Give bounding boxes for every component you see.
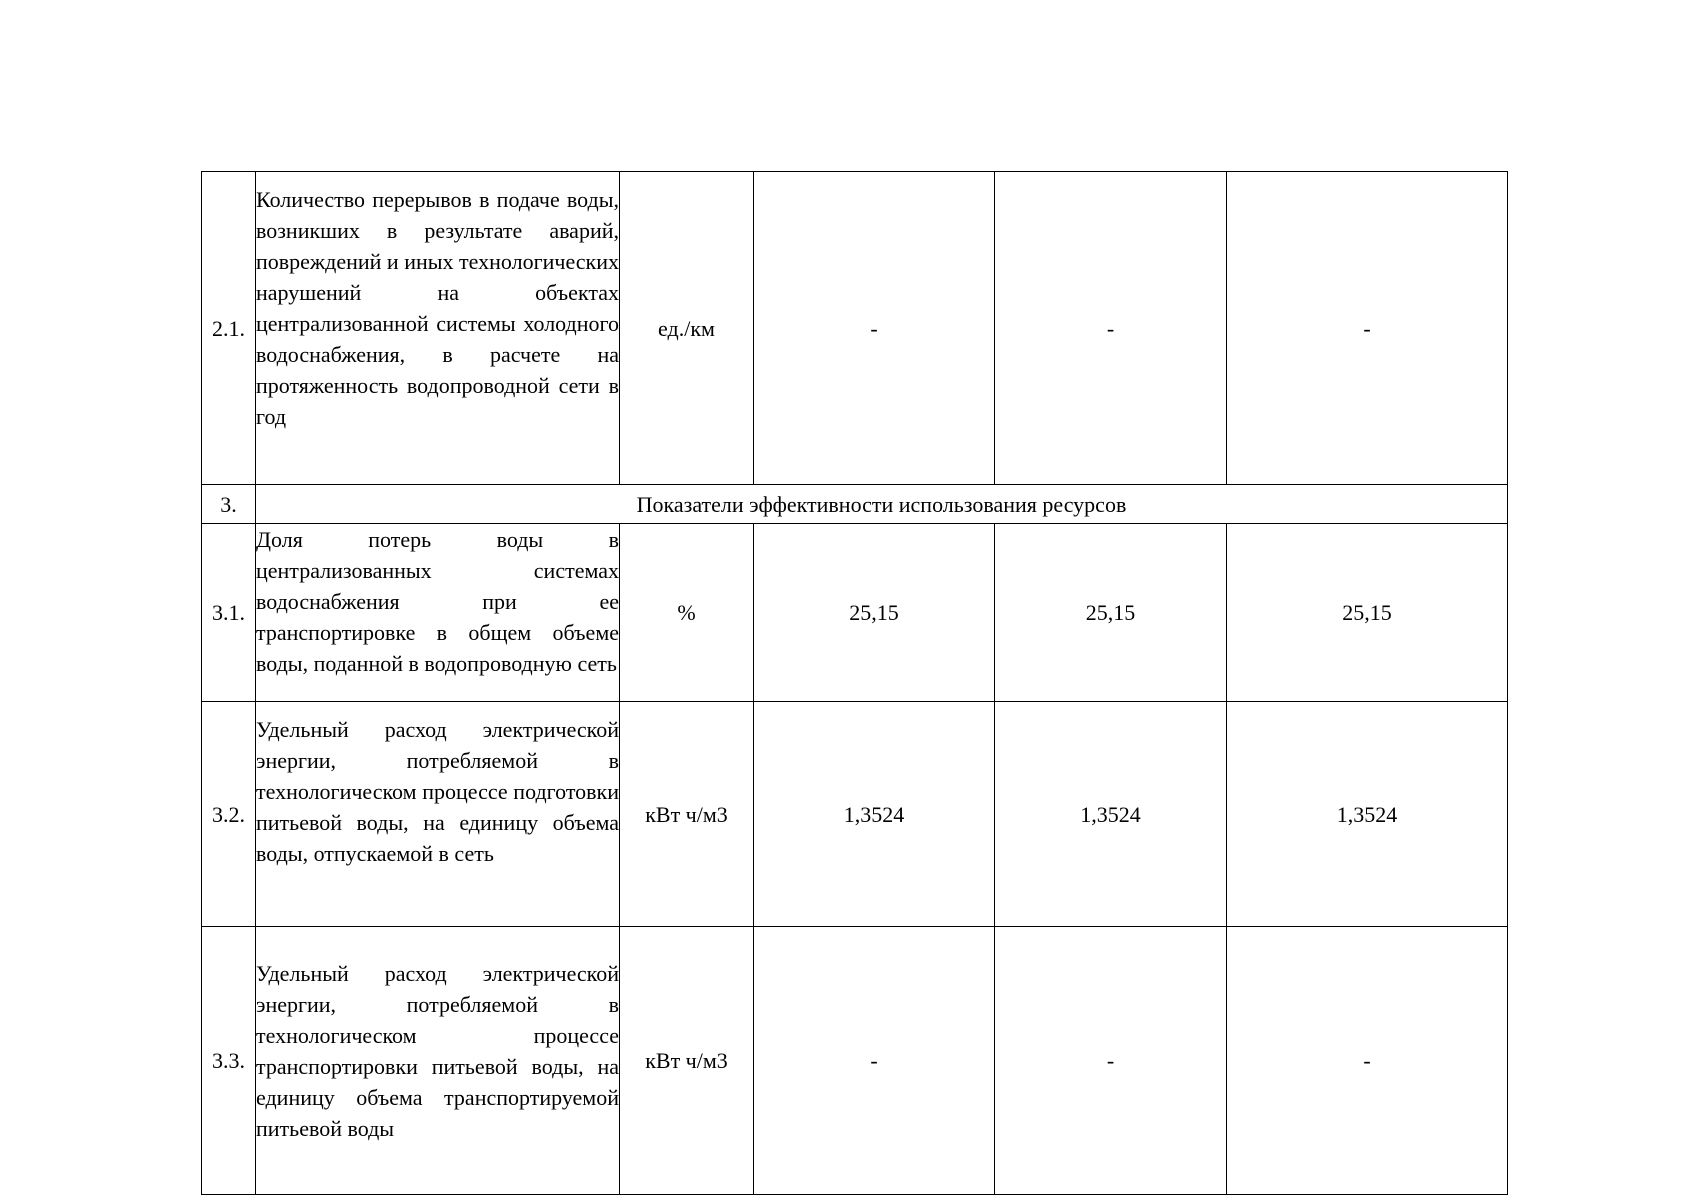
value-cell: 25,15 [1227,524,1508,702]
unit-cell: кВт ч/м3 [620,702,754,927]
unit-cell: ед./км [620,172,754,485]
row-number: 3.1. [202,524,256,702]
section-number: 3. [202,485,256,524]
unit-cell: кВт ч/м3 [620,927,754,1195]
indicator-name: Доля потерь воды в централизованных системах водоснабжения при ее транспортировке в общем объеме воды, поданной в водопроводную сеть [256,524,620,702]
table-row [202,927,1508,1195]
row-number: 3.2. [202,702,256,927]
indicator-name: Удельный расход электрической энергии, потребляемой в технологическом процессе подготовки питьевой воды, на единицу объема воды, отпускаемой в сеть [256,702,620,927]
row-number: 3.3. [202,927,256,1195]
value-cell: - [1227,172,1508,485]
row-number: 2.1. [202,172,256,485]
table-row [202,172,1508,485]
value-cell: 25,15 [995,524,1227,702]
value-cell: - [995,927,1227,1195]
indicators-table [201,171,1508,1195]
indicator-name: Количество перерывов в подаче воды, возникших в результате аварий, повреждений и иных технологических нарушений на объектах централизованной системы холодного водоснабжения, в расчете на протяженность водопроводной сети в год [256,172,620,485]
value-cell: 1,3524 [1227,702,1508,927]
table-row [202,524,1508,702]
section-row [202,485,1508,524]
unit-cell: % [620,524,754,702]
value-cell: - [1227,927,1508,1195]
value-cell: - [754,927,995,1195]
value-cell: 1,3524 [995,702,1227,927]
table-row [202,702,1508,927]
value-cell: - [995,172,1227,485]
value-cell: - [754,172,995,485]
value-cell: 25,15 [754,524,995,702]
value-cell: 1,3524 [754,702,995,927]
indicator-name: Удельный расход электрической энергии, потребляемой в технологическом процессе транспортировки питьевой воды, на единицу объема транспортируемой питьевой воды [256,927,620,1195]
section-title: Показатели эффективности использования ресурсов [256,485,1508,524]
